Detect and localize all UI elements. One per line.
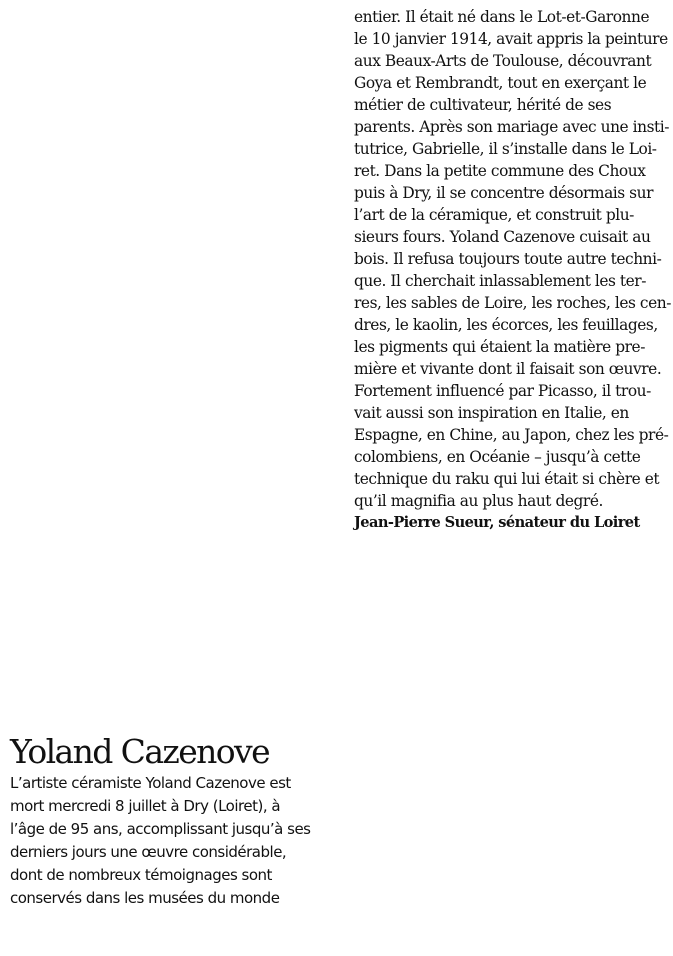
author-signature: Jean-Pierre Sueur, sénateur du Loiret (354, 514, 640, 531)
article-line: sieurs fours. Yoland Cazenove cuisait au (354, 228, 651, 246)
obituary-line: dont de nombreux témoignages sont (10, 866, 272, 884)
obituary-body (10, 772, 340, 910)
article-line: colombiens, en Océanie – jusqu’à cette (354, 448, 641, 466)
article-line: les pigments qui étaient la matière pre- (354, 338, 645, 356)
obituary-block (10, 732, 340, 910)
article-line: vait aussi son inspiration en Italie, en (354, 404, 629, 422)
article-line: aux Beaux-Arts de Toulouse, découvrant (354, 52, 652, 70)
article-line: ret. Dans la petite commune des Choux (354, 162, 646, 180)
article-line: le 10 janvier 1914, avait appris la peinture (354, 30, 668, 48)
article-line: tutrice, Gabrielle, il s’installe dans le Loi- (354, 140, 657, 158)
article-line: bois. Il refusa toujours toute autre techni- (354, 250, 662, 268)
article-line: qu’il magnifia au plus haut degré. (354, 492, 603, 510)
obituary-line: conservés dans les musées du monde (10, 889, 280, 907)
article-line: l’art de la céramique, et construit plu- (354, 206, 634, 224)
article-line: Espagne, en Chine, au Japon, chez les pré- (354, 426, 669, 444)
obituary-line: L’artiste céramiste Yoland Cazenove est (10, 774, 291, 792)
article-line: dres, le kaolin, les écorces, les feuillages, (354, 316, 658, 334)
obituary-line: mort mercredi 8 juillet à Dry (Loiret), à (10, 797, 281, 815)
article-continuation-column (354, 6, 672, 534)
article-line: métier de cultivateur, hérité de ses (354, 96, 612, 114)
article-line: mière et vivante dont il faisait son œuvre. (354, 360, 662, 378)
obituary-line: l’âge de 95 ans, accomplissant jusqu’à ses (10, 820, 311, 838)
obituary-title: Yoland Cazenove (10, 732, 270, 771)
obituary-line: derniers jours une œuvre considérable, (10, 843, 287, 861)
article-line: que. Il cherchait inlassablement les ter- (354, 272, 646, 290)
article-line: parents. Après son mariage avec une insti- (354, 118, 669, 136)
article-line: Fortement influencé par Picasso, il trou- (354, 382, 651, 400)
article-line: res, les sables de Loire, les roches, les cen- (354, 294, 671, 312)
article-line: technique du raku qui lui était si chère et (354, 470, 660, 488)
article-line: Goya et Rembrandt, tout en exerçant le (354, 74, 647, 92)
article-line: puis à Dry, il se concentre désormais sur (354, 184, 653, 202)
article-line: entier. Il était né dans le Lot-et-Garonne (354, 8, 650, 26)
